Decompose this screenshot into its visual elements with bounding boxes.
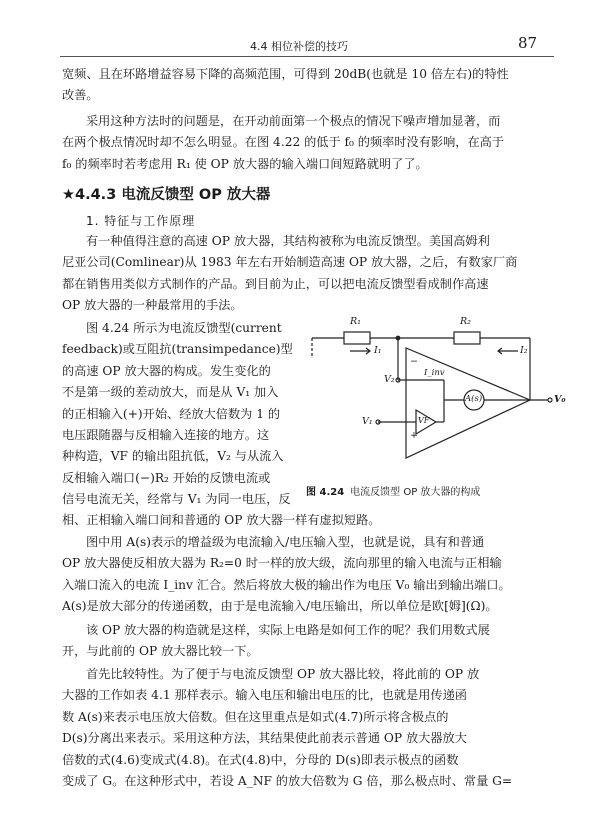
section-heading: ★4.4.3 电流反馈型 OP 放大器	[62, 187, 271, 203]
label-vo: V₀	[554, 394, 566, 405]
label-plus: +	[410, 430, 418, 441]
text-line: 改善。	[62, 88, 99, 103]
terminal-vo	[548, 398, 552, 402]
paragraph-4-tail	[62, 510, 556, 531]
page-number: 87	[518, 34, 538, 52]
text-line: 电压跟随器与反相输入连接的地方。这	[62, 428, 270, 443]
label-i2: I₂	[520, 345, 528, 356]
figure-caption	[306, 483, 480, 498]
running-header	[0, 34, 597, 56]
text-line: 开，与此前的 OP 放大器比较一下。	[62, 644, 259, 659]
figure-4-24-circuit	[298, 316, 566, 510]
text-line: 图 4.24 所示为电流反馈型(current	[86, 321, 282, 335]
label-as: A(s)	[465, 394, 483, 404]
label-r2: R₂	[460, 316, 471, 327]
text-line: 不是第一级的差动放大，而是从 V₁ 加入	[62, 385, 279, 400]
text-line: 都在销售用类似方式制作的产品。到目前为止，可以把电流反馈型看成制作高速	[62, 276, 489, 291]
text-line: 采用这种方法时的问题是，在开动前面第一个极点的情况下噪声增加显著，而	[86, 114, 501, 128]
text-line: 种构造，VF 的输出阻抗低，V₂ 与从流入	[62, 449, 284, 464]
paragraph-4	[62, 318, 312, 511]
text-line: D(s)分离出来表示。采用这种方法，其结果使此前表示普通 OP 放大器放大	[62, 731, 467, 746]
text-line: 尼亚公司(Comlinear)从 1983 年左右开始制造高速 OP 放大器，之后，有数家厂商	[62, 255, 518, 270]
text-line: 该 OP 放大器的构造就是这样，实际上电路是如何工作的呢？我们用数式展	[86, 623, 490, 637]
resistor-r1	[344, 332, 370, 344]
text-line: 图中用 A(s)表示的增益级为电流输入/电压输入型，也就是说，具有和普通	[86, 535, 485, 549]
header-rule	[60, 56, 554, 57]
text-line: 相、正相输入端口间和普通的 OP 放大器一样有虚拟短路。	[62, 513, 381, 527]
label-iinv: I_inv	[424, 368, 445, 378]
label-minus: −	[410, 356, 418, 367]
text-line: 信号电流无关，经常与 V₁ 为同一电压，反	[62, 492, 291, 507]
text-line: 大器的工作如表 4.1 那样表示。输入电压和输出电压的比，也就是用传递函	[62, 688, 467, 703]
circuit-diagram	[298, 318, 560, 483]
paragraph-1	[62, 64, 556, 107]
text-line: 首先比较特性。为了便于与电流反馈型 OP 放大器比较，将此前的 OP 放	[86, 667, 480, 681]
paragraph-5	[62, 532, 556, 618]
text-line: 的正相输入(+)开始、经放大倍数为 1 的	[62, 406, 281, 421]
text-line: A(s)是放大部分的传递函数，由于是电流输入/电压输出，所以单位是欧[姆](Ω)。	[62, 599, 498, 614]
text-line: OP 放大器使反相放大器为 R₂=0 时一样的放大级，流向那里的输入电流与正相输	[62, 556, 502, 571]
label-i1: I₁	[374, 345, 382, 356]
text-line: 变成了 G。在这种形式中，若设 A_NF 的放大倍数为 G 倍，那么极点时、常量 G=	[62, 774, 513, 789]
text-line: 数 A(s)来表示电压放大倍数。但在这里重点是如式(4.7)所示将含极点的	[62, 709, 449, 724]
figure-caption-number: 图 4.24	[306, 487, 345, 498]
text-line: 的高速 OP 放大器的构成。发生变化的	[62, 363, 271, 378]
text-line: f₀ 的频率时若考虑用 R₁ 使 OP 放大器的输入端口间短路就明了了。	[62, 156, 428, 171]
paragraph-6	[62, 620, 556, 663]
subsection-heading: 1. 特征与工作原理	[86, 214, 196, 228]
text-line: 有一种值得注意的高速 OP 放大器，其结构被称为电流反馈型。美国高姆利	[86, 234, 490, 248]
text-line: 入端口流入的电流 I_inv 汇合。然后将放大极的输出作为电压 V₀ 输出到输出端口。	[62, 577, 511, 592]
running-header-title: 4.4 相位补偿的技巧	[250, 40, 348, 53]
label-v2: V₂	[384, 374, 395, 385]
figure-caption-text: 电流反馈型 OP 放大器的构成	[350, 487, 481, 498]
paragraph-2	[62, 111, 556, 175]
label-vf: VF	[418, 416, 430, 425]
paragraph-7	[62, 664, 556, 792]
text-line: OP 放大器的一种最常用的手法。	[62, 298, 243, 313]
label-v1: V₁	[362, 416, 373, 427]
resistor-r2	[454, 332, 480, 344]
label-r1: R₁	[350, 316, 361, 327]
text-line: 反相输入端口(−)R₂ 开始的反馈电流或	[62, 470, 271, 485]
text-line: 在两个极点情况时却不怎么明显。在图 4.22 的低于 f₀ 的频率时没有影响，在高于	[62, 135, 505, 150]
text-line: 倍数的式(4.6)变成式(4.8)。在式(4.8)中，分母的 D(s)即表示极点的函数	[62, 752, 459, 767]
text-line: 宽频、且在环路增益容易下降的高频范围，可得到 20dB(也就是 10 倍左右)的特性	[62, 67, 509, 81]
text-line: feedback)或互阻抗(transimpedance)型	[62, 342, 293, 357]
paragraph-3	[62, 231, 556, 317]
